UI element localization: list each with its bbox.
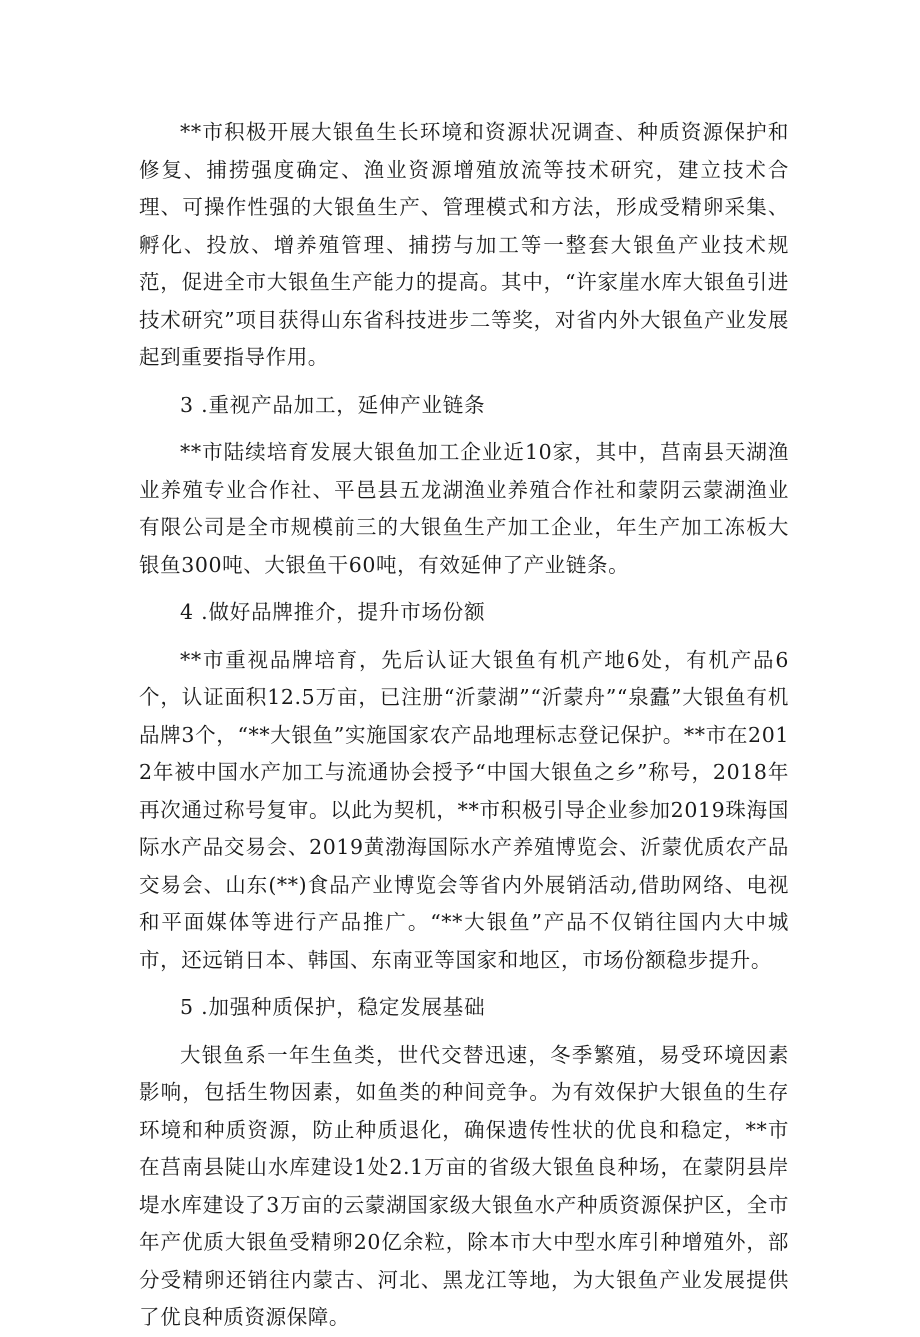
section-heading-4: 4 .做好品牌推介，提升市场份额 <box>180 600 486 624</box>
paragraph-branding: **市重视品牌培育，先后认证大银鱼有机产地6处，有机产品6个，认证面积12.5万亩，已注册“沂蒙湖”“沂蒙舟”“泉蠹”大银鱼有机品牌3个，“**大银鱼”实施国家农产品地理标志登记保护。**市在2012年被中国水产加工与流通协会授予“中国大银鱼之乡”称号，2018年再次通过称号复审。以此为契机，**市积极引导企业参加2019珠海国际水产品交易会、2019黄渤海国际水产养殖博览会、沂蒙优质农产品交易会、山东(**)食品产业博览会等省内外展销活动,借助网络、电视和平面媒体等进行产品推广。“**大银鱼”产品不仅销往国内大中城市，还远销日本、韩国、东南亚等国家和地区，市场份额稳步提升。 <box>139 647 789 972</box>
spacer <box>139 979 789 989</box>
document-page <box>139 114 789 1337</box>
spacer <box>139 377 789 387</box>
spacer <box>139 424 789 434</box>
paragraph-tech-research: **市积极开展大银鱼生长环境和资源状况调查、种质资源保护和修复、捕捞强度确定、渔业资源增殖放流等技术研究，建立技术合理、可操作性强的大银鱼生产、管理模式和方法，形成受精卵采集、孵化、投放、增养殖管理、捕捞与加工等一整套大银鱼产业技术规范，促进全市大银鱼生产能力的提高。其中，“许家崖水库大银鱼引进技术研究”项目获得山东省科技进步二等奖，对省内外大银鱼产业发展起到重要指导作用。 <box>139 120 789 369</box>
paragraph-processing: **市陆续培育发展大银鱼加工企业近10家，其中，莒南县天湖渔业养殖专业合作社、平邑县五龙湖渔业养殖合作社和蒙阴云蒙湖渔业有限公司是全市规模前三的大银鱼生产加工企业，年生产加工冻板大银鱼300吨、大银鱼干60吨，有效延伸了产业链条。 <box>139 440 789 577</box>
spacer <box>139 1027 789 1037</box>
paragraph-germplasm: 大银鱼系一年生鱼类，世代交替迅速，冬季繁殖，易受环境因素影响，包括生物因素，如鱼类的种间竞争。为有效保护大银鱼的生存环境和种质资源，防止种质退化，确保遗传性状的优良和稳定，**市在莒南县陡山水库建设1处2.1万亩的省级大银鱼良种场，在蒙阴县岸堤水库建设了3万亩的云蒙湖国家级大银鱼水产种质资源保护区，全市年产优质大银鱼受精卵20亿余粒，除本市大中型水库引种增殖外，部分受精卵还销往内蒙古、河北、黑龙江等地，为大银鱼产业发展提供了优良种质资源保障。 <box>139 1042 789 1329</box>
section-heading-5: 5 .加强种质保护，稳定发展基础 <box>180 995 486 1019</box>
spacer <box>139 584 789 594</box>
section-heading-3: 3 .重视产品加工，延伸产业链条 <box>180 392 486 417</box>
spacer <box>139 632 789 642</box>
